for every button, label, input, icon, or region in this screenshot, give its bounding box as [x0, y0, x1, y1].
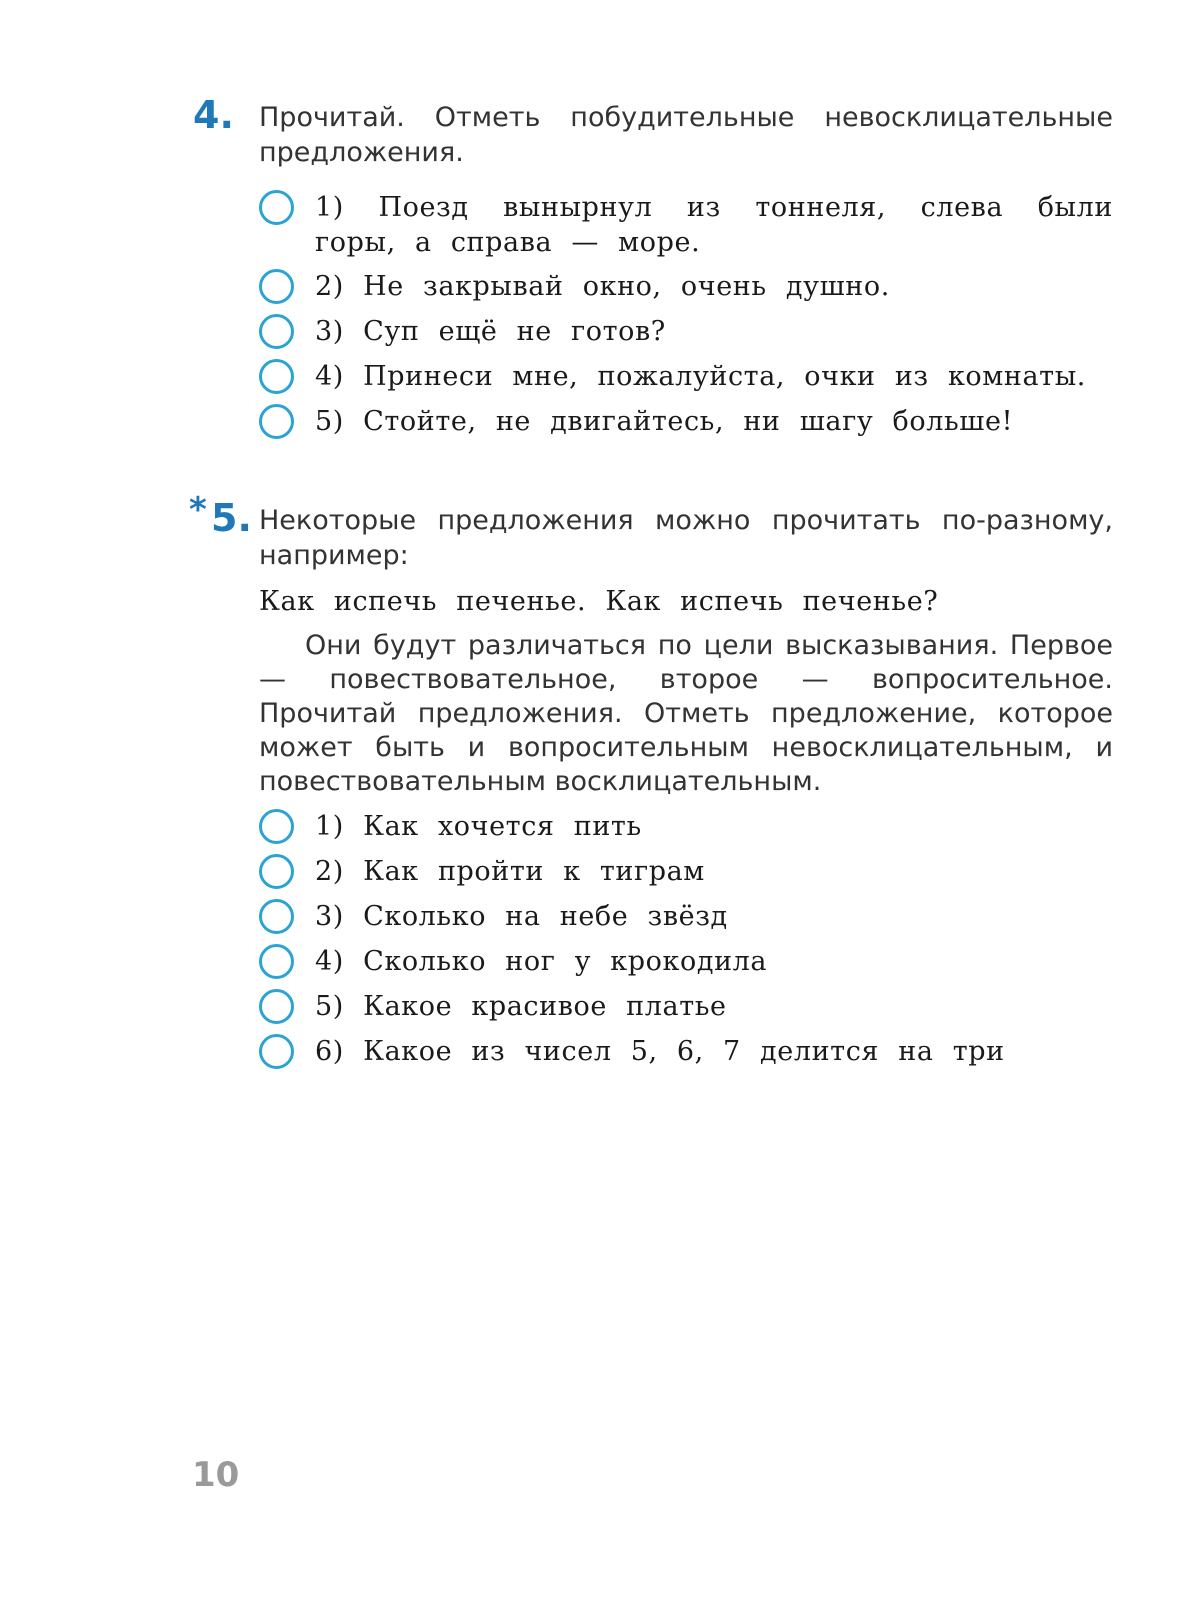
answer-circle[interactable] [259, 809, 294, 844]
answer-circle[interactable] [259, 899, 294, 934]
task-5-instruction: Некоторые предложения можно прочитать по-разному, например: [259, 505, 1113, 571]
option-text: 3) Сколько на небе звёзд [315, 901, 728, 932]
task-5 [189, 490, 1113, 1069]
option-text: 4) Принеси мне, пожалуйста, очки из комнаты. [315, 361, 1086, 392]
answer-circle[interactable] [259, 854, 294, 889]
task-5-number [189, 490, 252, 540]
option-text: 2) Как пройти к тиграм [315, 856, 705, 887]
task-4-options [193, 190, 1113, 439]
option-text: 1) Поезд вынырнул из тоннеля, слева были горы, а справа — море. [315, 192, 1113, 258]
option-text: 2) Не закрывай окно, очень душно. [315, 271, 890, 302]
task-5-option-3 [259, 899, 1113, 934]
answer-circle[interactable] [259, 314, 294, 349]
task-4-option-4 [259, 359, 1113, 394]
task-5-option-5 [259, 989, 1113, 1024]
task-4-number: 4. [193, 93, 234, 137]
option-text: 5) Какое красивое платье [315, 991, 727, 1022]
example-sentences: Как испечь печенье. Как испечь печенье? [259, 586, 939, 617]
task-4-option-5 [259, 404, 1113, 439]
task-4-option-3 [259, 314, 1113, 349]
answer-circle[interactable] [259, 190, 294, 225]
answer-circle[interactable] [259, 1034, 294, 1069]
task-5-option-1 [259, 809, 1113, 844]
answer-circle[interactable] [259, 404, 294, 439]
task-5-options [193, 809, 1113, 1069]
star-marker: * [189, 490, 207, 530]
task-5-header [189, 490, 1113, 573]
task-5-paragraph: Они будут различаться по цели высказывания. Первое — повествовательное, второе — вопросительное. Прочитай предложения. Отметь предложение, которое может быть и вопросительным невосклицательным, и повествовательным восклицательным. [259, 630, 1113, 797]
option-text: 1) Как хочется пить [315, 811, 642, 842]
option-text: 3) Суп ещё не готов? [315, 316, 666, 347]
page-number: 10 [192, 1455, 240, 1495]
task-4-header [193, 93, 1113, 170]
answer-circle[interactable] [259, 269, 294, 304]
task-4 [193, 93, 1113, 439]
task-5-number-text: 5. [211, 496, 252, 540]
option-text: 4) Сколько ног у крокодила [315, 946, 768, 977]
task-4-option-2 [259, 269, 1113, 304]
answer-circle[interactable] [259, 989, 294, 1024]
task-5-option-4 [259, 944, 1113, 979]
task-4-instruction: Прочитай. Отметь побудительные невосклицательные предложения. [259, 102, 1113, 168]
option-text: 6) Какое из чисел 5, 6, 7 делится на три [315, 1036, 1005, 1067]
task-4-option-1 [259, 190, 1113, 260]
task-5-option-6 [259, 1034, 1113, 1069]
option-text: 5) Стойте, не двигайтесь, ни шагу больше! [315, 406, 1014, 437]
task-5-option-2 [259, 854, 1113, 889]
answer-circle[interactable] [259, 944, 294, 979]
answer-circle[interactable] [259, 359, 294, 394]
